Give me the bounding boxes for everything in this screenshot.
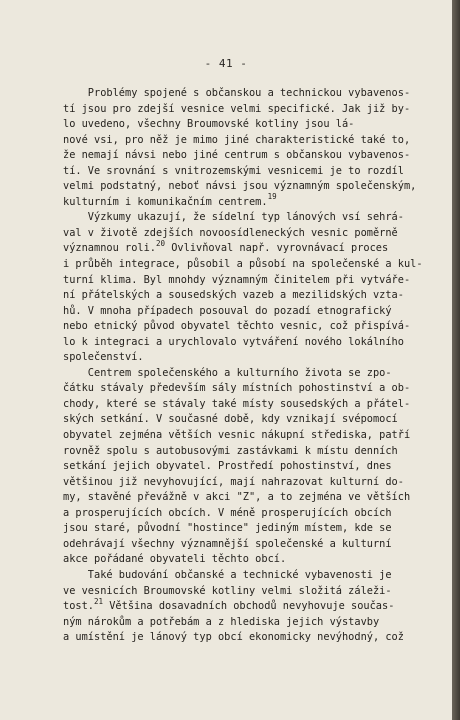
text-line: čátku stávaly především sály místních pohostinství a ob- — [63, 382, 411, 395]
text-line: i průběh integrace, působil a působí na společenské a kul- — [63, 258, 423, 271]
text-line: obyvatel zejména větších vesnic nákupní střediska, patří — [63, 429, 411, 442]
text-segment: významnou roli. — [63, 242, 156, 255]
footnote-ref-19: 19 — [267, 192, 277, 202]
text-segment: kulturním i komunikačním centrem. — [63, 195, 268, 208]
text-segment: Ovlivňoval např. vyrovnávací proces — [165, 242, 389, 255]
text-line-with-footnote — [63, 596, 423, 615]
body-text — [63, 86, 423, 646]
text-line-with-footnote — [63, 241, 423, 257]
text-line: jsou staré, původní "hostince" jediným místem, kde se — [63, 522, 392, 535]
text-line: společenství. — [63, 351, 144, 364]
text-line: Výzkumy ukazují, že sídelní typ lánových vsí sehrá- — [63, 211, 404, 224]
text-line: my, stavěné převážně v akci "Z", a to zejména ve větších — [63, 491, 411, 504]
text-line: ve vesnicích Broumovské kotliny velmi složitá záleži- — [63, 584, 392, 597]
text-line: ným nárokům a potřebám a z hlediska jejich výstavby — [63, 615, 380, 628]
text-line: nové vsi, pro něž je mimo jiné charakteristické také to, — [63, 133, 411, 146]
text-line: nebo etnický původ obyvatel těchto vesnic, což přispívá- — [63, 320, 411, 333]
text-line: velmi podstatný, neboť návsi jsou významným společenským, — [63, 180, 417, 193]
text-line: a umístění je lánový typ obcí ekonomicky nevýhodný, což — [63, 631, 404, 644]
text-line: hů. V mnoha případech posouval do pozadí etnografický — [63, 304, 392, 317]
text-line: Také budování občanské a technické vybavenosti je — [63, 568, 392, 581]
text-segment: Většina dosavadních obchodů nevyhovuje součas- — [103, 600, 395, 613]
text-line: tí jsou pro zdejší vesnice velmi specifické. Jak již by- — [63, 102, 411, 115]
text-line: Problémy spojené s občanskou a technickou vybavenos- — [63, 87, 411, 99]
text-line: Centrem společenského a kulturního života se zpo- — [63, 366, 392, 379]
text-line: tí. Ve srovnání s vnitrozemskými vesnicemi je to rozdíl — [63, 164, 404, 177]
text-segment: tost. — [63, 600, 94, 613]
text-line: akce pořádané obyvateli těchto obcí. — [63, 553, 287, 566]
footnote-ref-21: 21 — [94, 596, 104, 606]
text-line: turní klima. Byl mnohdy významným činitelem při vytváře- — [63, 273, 411, 286]
footnote-ref-20: 20 — [156, 239, 166, 249]
text-line: val v životě zdejších novoosídleneckých vesnic poměrně — [63, 226, 398, 239]
text-line: ní přátelských a sousedských vazeb a mezilidských vzta- — [63, 289, 404, 302]
text-line: většinou již nevyhovující, mají nahrazovat kulturní do- — [63, 475, 404, 488]
text-line: lo k integraci a urychlovalo vytváření nového lokálního — [63, 335, 404, 348]
text-line: chody, které se stávaly také místy sousedských a přátel- — [63, 397, 411, 410]
text-line: setkání jejich obyvatel. Prostředí pohostinství, dnes — [63, 460, 392, 473]
text-line: rovněž spolu s autobusovými zastávkami k místu denních — [63, 444, 398, 457]
text-line: lo uvedeno, všechny Broumovské kotliny jsou lá- — [63, 118, 355, 131]
page-number: - 41 - — [204, 57, 248, 70]
text-line: že nemají návsi nebo jiné centrum s občanskou vybavenos- — [63, 149, 411, 162]
text-line: odehrávají všechny významnější společenské a kulturní — [63, 537, 392, 550]
text-line: a prosperujících obcích. V méně prosperujících obcích — [63, 506, 392, 519]
text-line: ských setkání. V současné době, kdy vznikají svépomocí — [63, 413, 398, 426]
page-edge-shadow — [452, 0, 460, 720]
text-line-with-footnote — [63, 192, 423, 211]
